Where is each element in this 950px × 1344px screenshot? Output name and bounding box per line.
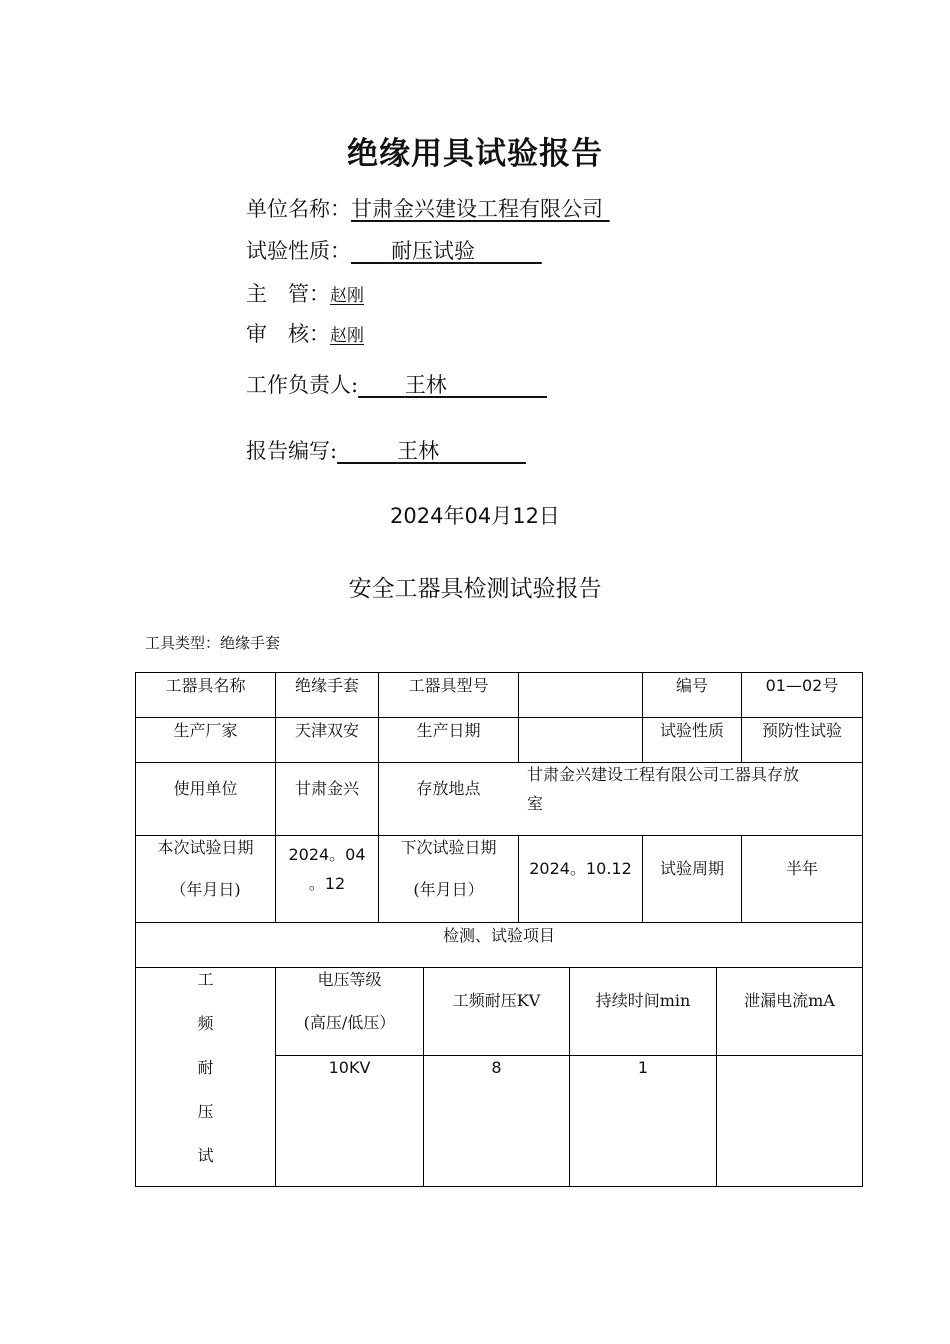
- test-nature-cell-label: 试验性质: [659, 721, 724, 740]
- withstand-voltage-value: 8: [491, 1058, 502, 1077]
- this-test-date-value-line1: 2024。04: [288, 845, 366, 864]
- storage-label: 存放地点: [416, 779, 481, 798]
- test-cycle-label: 试验周期: [659, 859, 724, 878]
- next-test-date-label-line1: 下次试验日期: [400, 838, 497, 857]
- test-nature-label: 试验性质：: [246, 239, 351, 263]
- unit-name-label: 单位名称：: [246, 197, 351, 221]
- writer-value: 王林: [397, 439, 440, 463]
- code-label: 编号: [675, 676, 708, 695]
- voltage-class-header-line2: (高压/低压）: [303, 1013, 396, 1032]
- reviewer-label: 审 核：: [246, 322, 330, 346]
- storage-value-line1: 甘肃金兴建设工程有限公司工器具存放: [527, 765, 800, 784]
- supervisor-label: 主 管：: [246, 282, 330, 306]
- reviewer-value: 赵刚: [330, 326, 364, 346]
- withstand-voltage-header: 工频耐压KV: [452, 991, 541, 1010]
- code-value: 01—02号: [765, 676, 839, 695]
- maker-value: 天津双安: [294, 721, 359, 740]
- tool-model-label: 工器具型号: [408, 676, 489, 695]
- unit-name-value: 甘肃金兴建设工程有限公司: [351, 197, 603, 221]
- this-test-date-label-line1: 本次试验日期: [157, 838, 254, 857]
- tool-name-label: 工器具名称: [165, 676, 246, 695]
- this-test-date-value-line2: 。12: [308, 874, 346, 893]
- test-nature-cell-value: 预防性试验: [761, 721, 842, 740]
- report-title: 绝缘用具试验报告: [347, 136, 603, 172]
- made-date-label: 生产日期: [416, 721, 481, 740]
- inspection-title: 安全工器具检测试验报告: [348, 576, 602, 602]
- user-unit-value: 甘肃金兴: [294, 779, 359, 798]
- storage-value-line2: 室: [527, 794, 544, 813]
- next-test-date-value: 2024。10.12: [529, 859, 632, 878]
- tool-type: 工具类型：绝缘手套: [145, 634, 281, 652]
- voltage-class-value: 10KV: [328, 1058, 371, 1077]
- side-label-char: 耐: [197, 1058, 214, 1077]
- test-nature-value: 耐压试验: [391, 239, 476, 263]
- duration-header: 持续时间min: [595, 991, 691, 1010]
- test-items-header: 检测、试验项目: [442, 926, 555, 945]
- this-test-date-label-line2: （年月日): [170, 880, 241, 899]
- maker-label: 生产厂家: [173, 721, 238, 740]
- test-cycle-value: 半年: [785, 859, 818, 878]
- voltage-class-header-line1: 电压等级: [317, 970, 382, 989]
- duration-value: 1: [637, 1058, 649, 1077]
- report-date: 2024年04月12日: [390, 504, 560, 528]
- supervisor-value: 赵刚: [330, 286, 364, 306]
- next-test-date-label-line2: (年月日）: [413, 880, 484, 899]
- side-label-char: 压: [197, 1102, 214, 1121]
- side-label-char: 工: [197, 970, 214, 989]
- side-label-char: 试: [197, 1146, 214, 1165]
- writer-label: 报告编写:: [246, 439, 338, 463]
- user-unit-label: 使用单位: [173, 779, 238, 798]
- leader-value: 王林: [404, 373, 447, 397]
- tool-name-value: 绝缘手套: [294, 676, 359, 695]
- side-label-char: 频: [197, 1014, 214, 1033]
- leader-label: 工作负责人:: [246, 373, 359, 397]
- leakage-current-header: 泄漏电流mA: [744, 991, 835, 1010]
